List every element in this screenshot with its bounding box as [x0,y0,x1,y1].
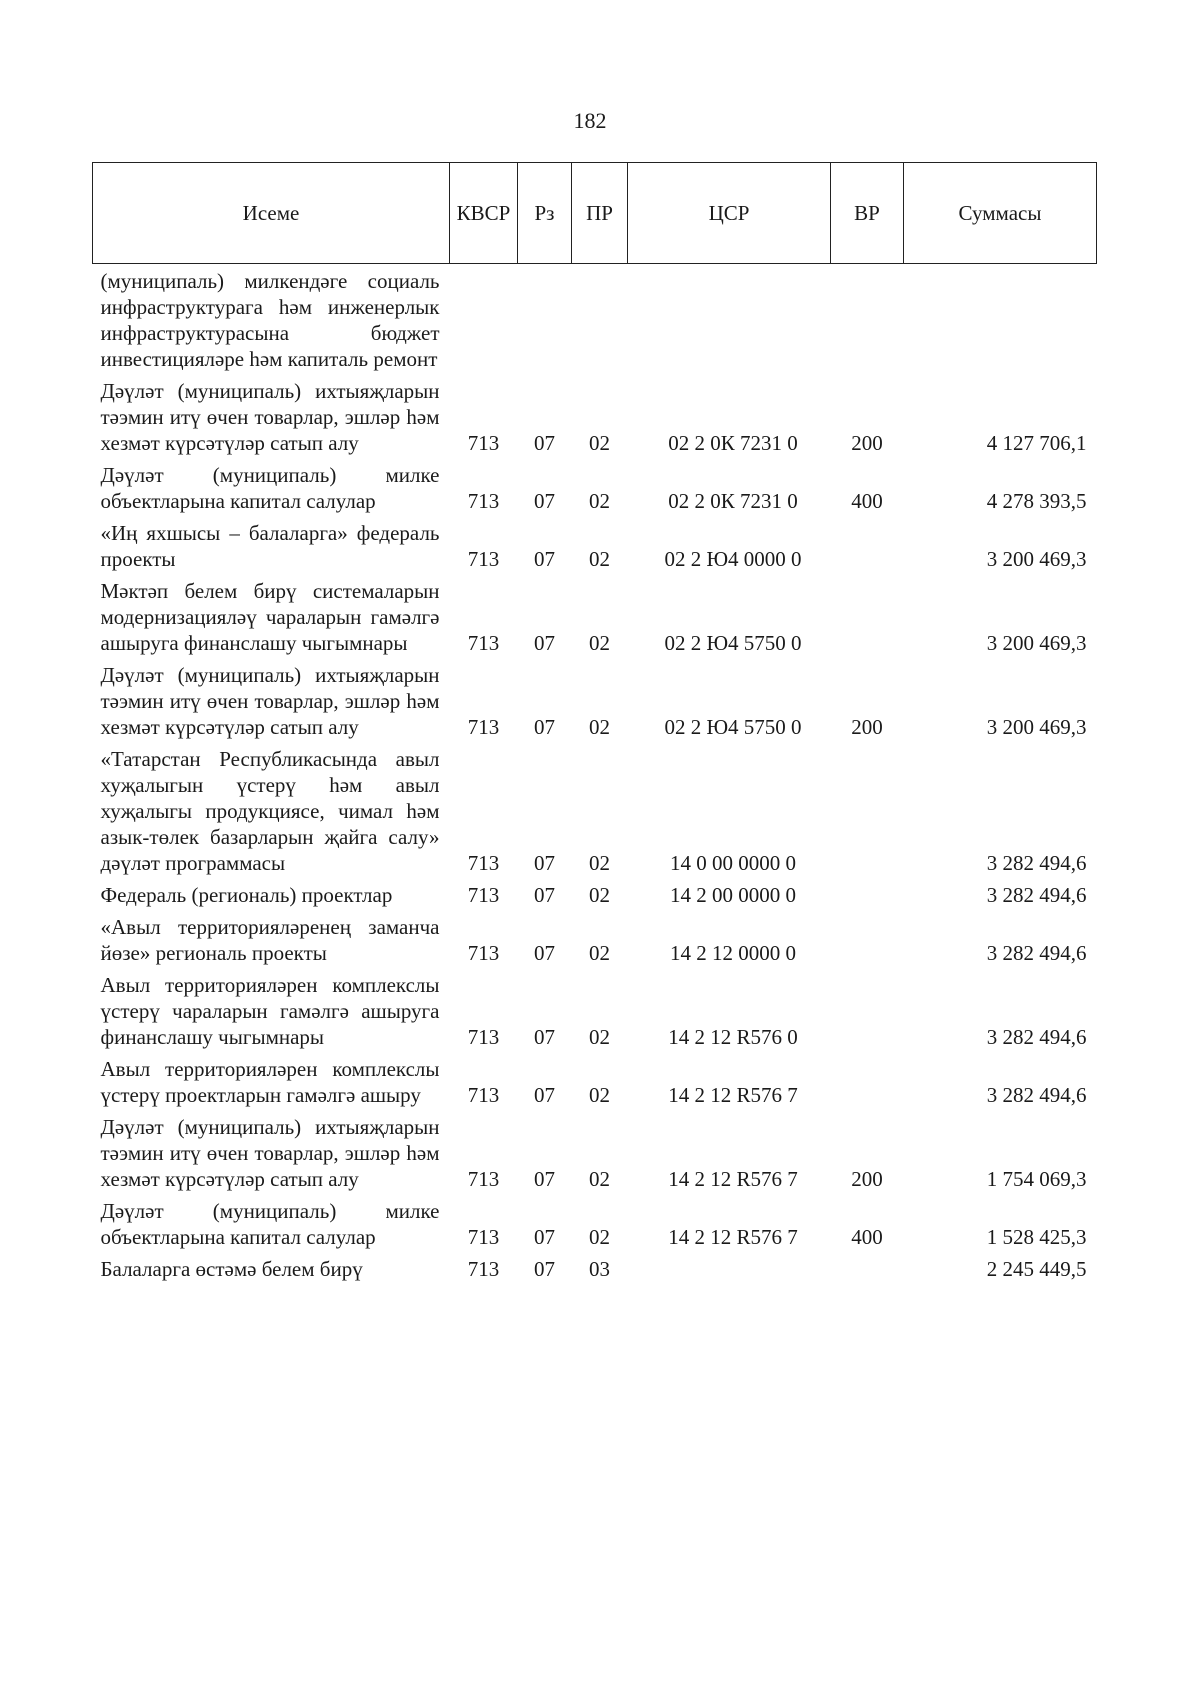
table-body [93,264,1097,1285]
table-row [93,968,1097,1052]
row-rz [518,264,572,375]
header-amount: Суммасы [904,163,1097,264]
header-csr: ЦСР [628,163,831,264]
table-row [93,658,1097,742]
header-name: Исеме [93,163,450,264]
row-name: Авыл территорияләрен комплекслы үстерү чараларын гамәлгә ашыруга финанслашу чыгымнары [100,973,440,1049]
row-amount: 3 282 494,6 [986,1025,1087,1049]
row-pr: 02 [589,715,610,739]
row-pr: 02 [589,1225,610,1249]
row-name: (муниципаль) милкендәге социаль инфраструктурага һәм инженерлык инфраструктурасына бюджет инвестицияләре һәм капиталь ремонт [100,269,440,371]
row-name: Авыл территорияләрен комплекслы үстерү проектларын гамәлгә ашыру [100,1057,440,1107]
row-vr [831,516,904,574]
row-amount [904,264,1097,375]
row-vr [831,742,904,878]
row-kvsr: 713 [467,941,500,965]
row-rz: 07 [534,547,555,571]
row-pr: 02 [589,851,610,875]
row-csr: 14 2 00 0000 0 [670,883,796,907]
row-kvsr: 713 [467,1257,500,1281]
table-row [93,374,1097,458]
row-vr [831,910,904,968]
row-csr: 02 2 0К 7231 0 [668,431,798,455]
row-name: Мәктәп белем бирү системаларын модернизацияләү чараларын гамәлгә ашыруга финанслашу чыгымнары [100,579,440,655]
row-amount: 3 282 494,6 [986,1083,1087,1107]
row-kvsr: 713 [467,715,500,739]
header-rz: Рз [518,163,572,264]
row-rz: 07 [534,883,555,907]
table-row [93,516,1097,574]
row-name: Дәүләт (муниципаль) ихтыяҗларын тәэмин итү өчен товарлар, эшләр һәм хезмәт күрсәтүләр сатып алу [100,663,440,739]
row-pr [572,264,628,375]
row-amount: 3 282 494,6 [986,851,1087,875]
table-header [93,163,1097,264]
row-name: Дәүләт (муниципаль) ихтыяҗларын тәэмин итү өчен товарлар, эшләр һәм хезмәт күрсәтүләр сатып алу [100,379,440,455]
table-row [93,910,1097,968]
row-rz: 07 [534,941,555,965]
row-pr: 02 [589,631,610,655]
row-amount: 1 528 425,3 [986,1225,1087,1249]
table-row [93,1052,1097,1110]
budget-table [92,162,1097,1284]
row-csr: 02 2 Ю4 5750 0 [664,715,802,739]
row-kvsr: 713 [467,1225,500,1249]
header-row [93,163,1097,264]
row-csr: 02 2 Ю4 0000 0 [664,547,802,571]
row-vr: 200 [851,431,883,455]
row-vr: 200 [851,715,883,739]
row-kvsr: 713 [467,851,500,875]
row-csr [628,264,831,375]
row-csr: 14 2 12 R576 7 [668,1167,798,1191]
row-kvsr: 713 [467,431,500,455]
row-kvsr: 713 [467,1025,500,1049]
row-rz: 07 [534,1225,555,1249]
row-csr: 14 0 00 0000 0 [670,851,796,875]
table-row [93,1110,1097,1194]
row-pr: 02 [589,883,610,907]
table-row [93,742,1097,878]
row-vr: 400 [851,489,883,513]
row-amount: 1 754 069,3 [986,1167,1087,1191]
row-rz: 07 [534,631,555,655]
row-rz: 07 [534,1167,555,1191]
row-vr: 200 [851,1167,883,1191]
row-kvsr: 713 [467,489,500,513]
table-row [93,458,1097,516]
table-row [93,1194,1097,1252]
row-kvsr: 713 [467,1167,500,1191]
row-amount: 3 200 469,3 [986,631,1087,655]
table-row [93,1252,1097,1284]
row-amount: 4 127 706,1 [986,431,1087,455]
row-pr: 02 [589,941,610,965]
row-name: «Авыл территорияләренең заманча йөзе» региональ проекты [100,915,440,965]
row-vr [831,264,904,375]
row-vr [831,878,904,910]
row-pr: 02 [589,1025,610,1049]
row-pr: 02 [589,1167,610,1191]
row-rz: 07 [534,489,555,513]
row-amount: 2 245 449,5 [986,1257,1087,1281]
row-csr: 14 2 12 0000 0 [670,941,796,965]
row-csr [628,1252,831,1284]
row-csr: 14 2 12 R576 7 [668,1083,798,1107]
row-pr: 02 [589,431,610,455]
row-pr: 02 [589,1083,610,1107]
row-kvsr: 713 [467,631,500,655]
row-kvsr: 713 [467,547,500,571]
row-name: «Татарстан Республикасында авыл хуҗалыгын үстерү һәм авыл хуҗалыгы продукциясе, чимал һәм азык-төлек базарларын җайга салу» дәүләт программасы [100,747,440,875]
row-name: Дәүләт (муниципаль) ихтыяҗларын тәэмин итү өчен товарлар, эшләр һәм хезмәт күрсәтүләр сатып алу [100,1115,440,1191]
row-amount: 3 200 469,3 [986,715,1087,739]
row-kvsr: 713 [467,883,500,907]
row-csr: 14 2 12 R576 7 [668,1225,798,1249]
row-amount: 3 200 469,3 [986,547,1087,571]
row-csr: 02 2 Ю4 5750 0 [664,631,802,655]
table-row [93,574,1097,658]
row-csr: 14 2 12 R576 0 [668,1025,798,1049]
page-number: 182 [573,108,607,133]
row-kvsr [450,264,518,375]
row-vr [831,1252,904,1284]
row-pr: 03 [589,1257,610,1281]
row-vr [831,574,904,658]
row-rz: 07 [534,1257,555,1281]
row-name: Федераль (региональ) проектлар [100,883,393,907]
row-rz: 07 [534,431,555,455]
row-csr: 02 2 0К 7231 0 [668,489,798,513]
row-vr [831,968,904,1052]
row-vr [831,1052,904,1110]
row-pr: 02 [589,489,610,513]
row-amount: 3 282 494,6 [986,941,1087,965]
row-rz: 07 [534,715,555,739]
row-name: «Иң яхшысы – балаларга» федераль проекты [100,521,440,571]
row-amount: 4 278 393,5 [986,489,1087,513]
row-name: Дәүләт (муниципаль) милке объектларына капитал салулар [100,463,440,513]
row-name: Балаларга өстәмә белем бирү [100,1257,363,1281]
row-pr: 02 [589,547,610,571]
row-amount: 3 282 494,6 [986,883,1087,907]
row-kvsr: 713 [467,1083,500,1107]
row-rz: 07 [534,1083,555,1107]
header-kvsr: КВСР [450,163,518,264]
table-row [93,264,1097,375]
row-name: Дәүләт (муниципаль) милке объектларына капитал салулар [100,1199,440,1249]
row-vr: 400 [851,1225,883,1249]
row-rz: 07 [534,851,555,875]
table-row [93,878,1097,910]
row-rz: 07 [534,1025,555,1049]
header-pr: ПР [572,163,628,264]
header-vr: ВР [831,163,904,264]
